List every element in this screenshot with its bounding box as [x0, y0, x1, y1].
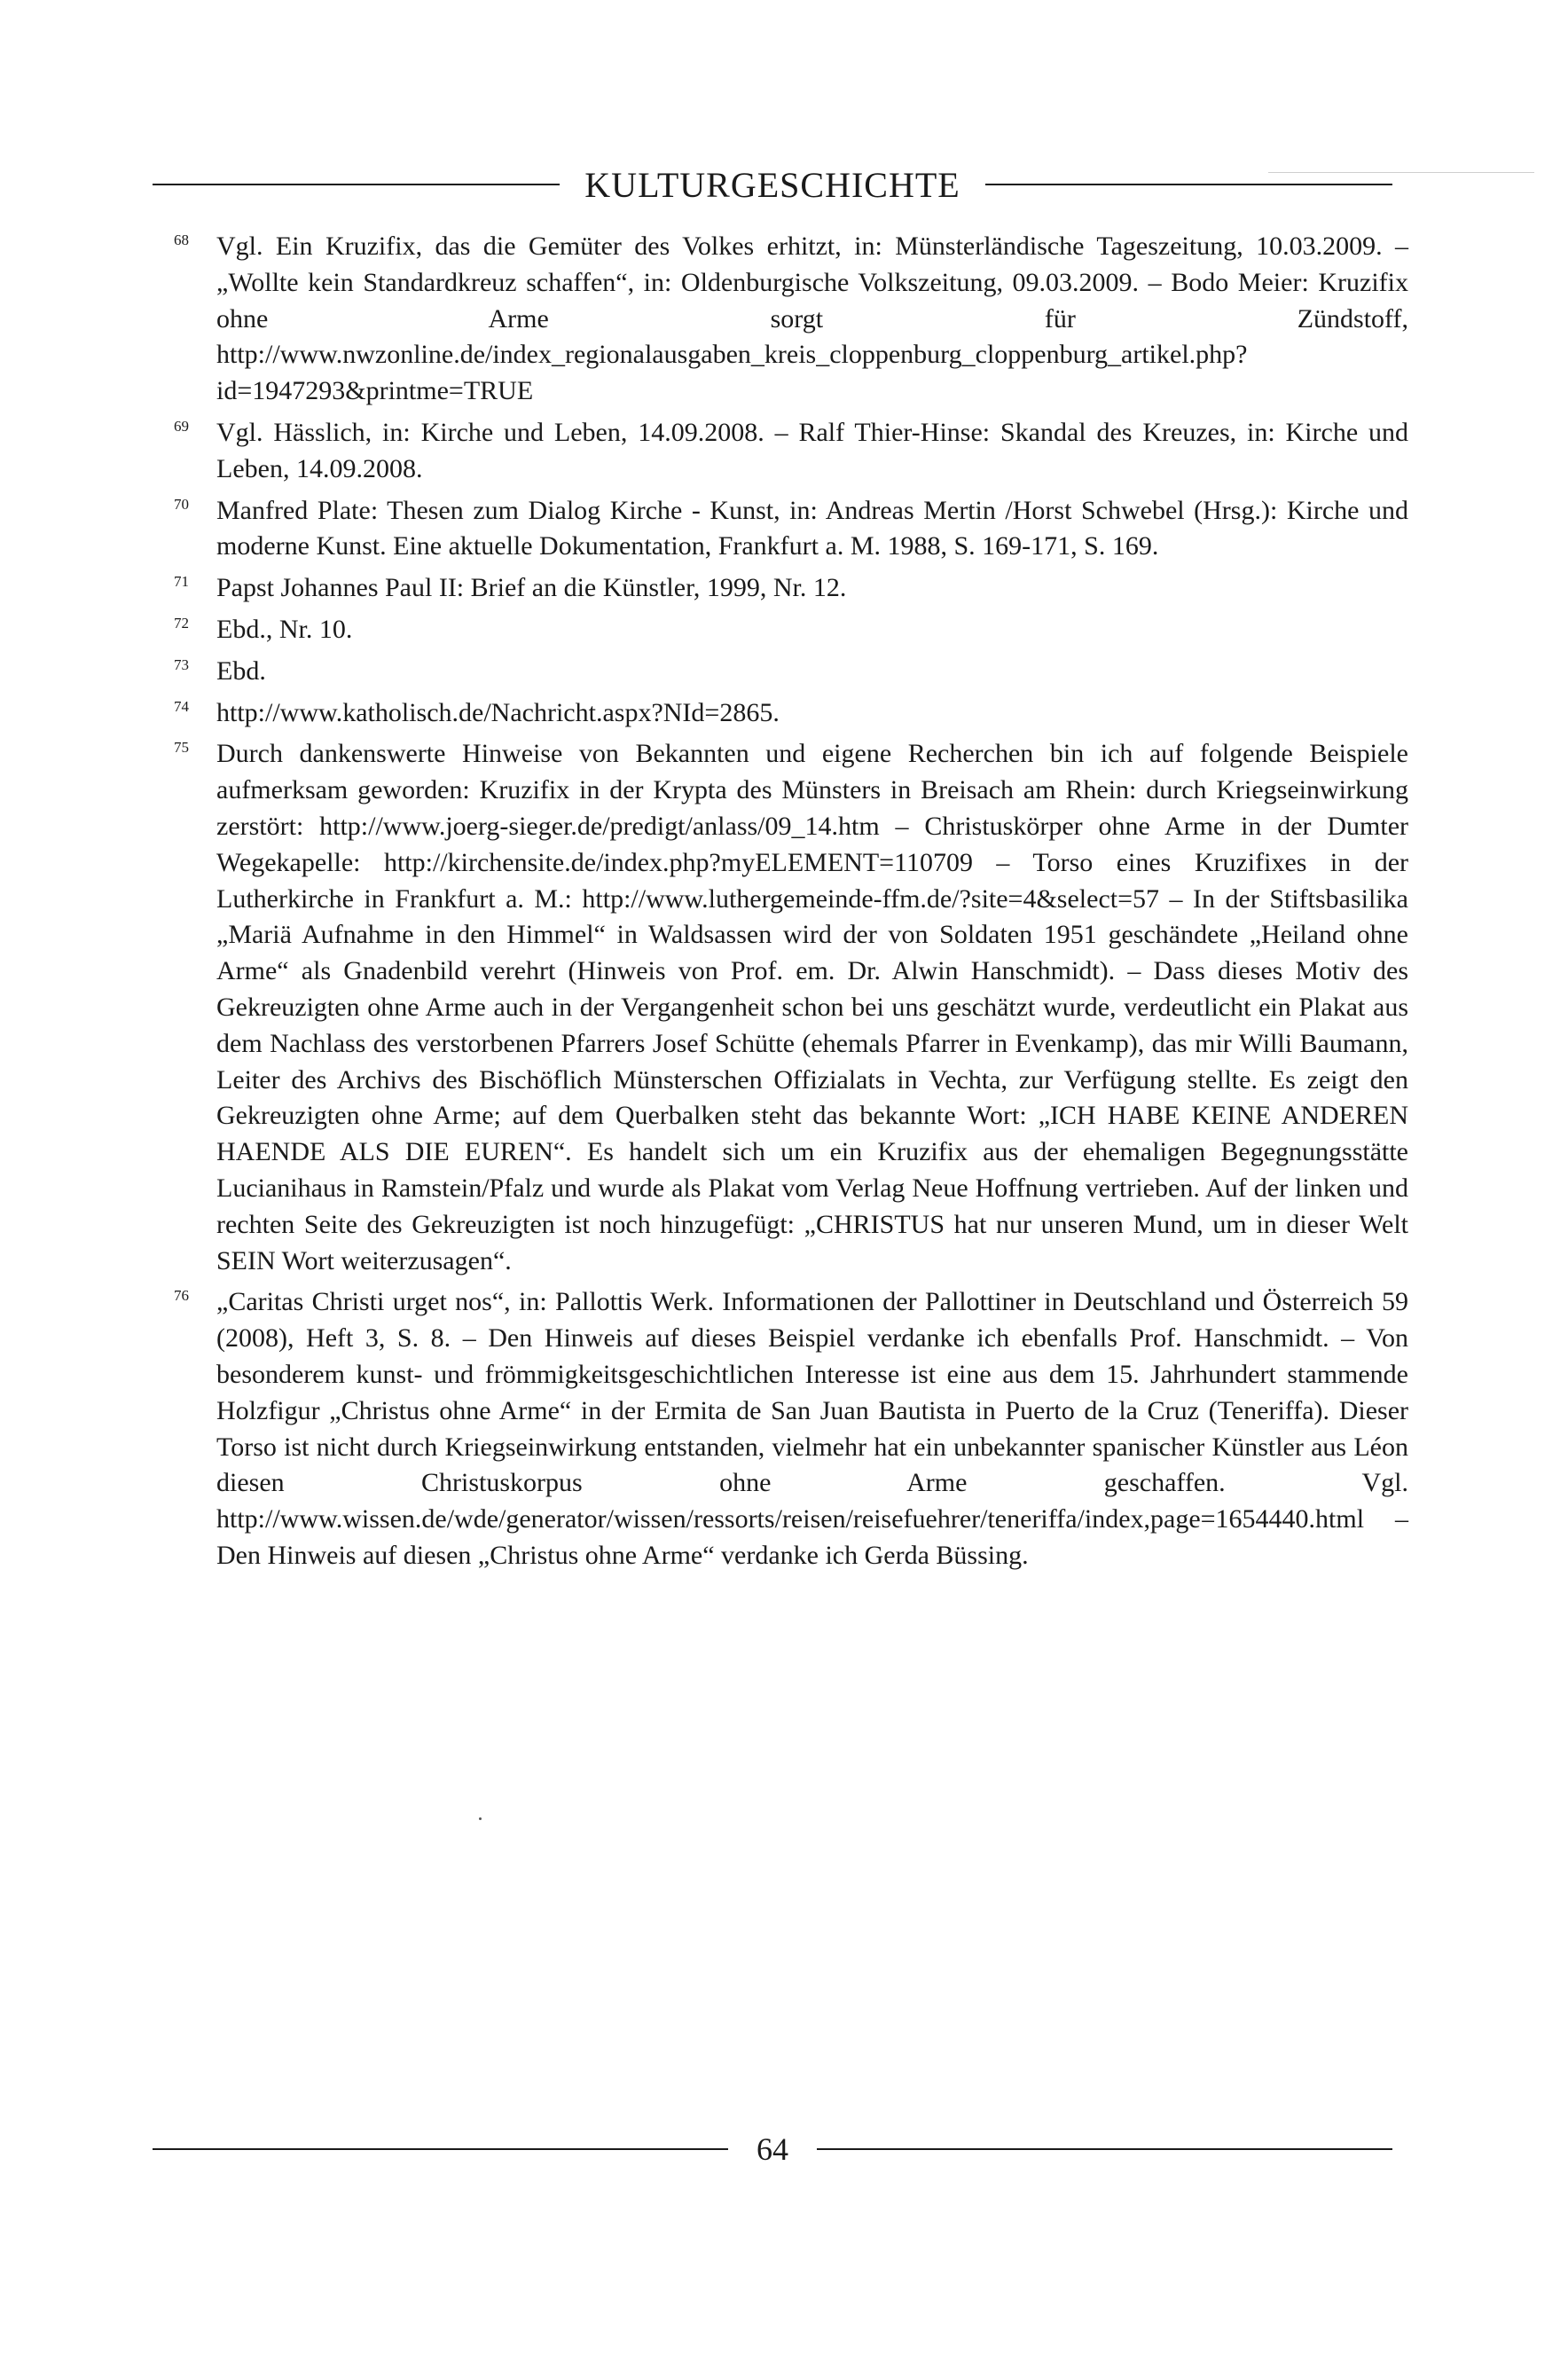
footnote-number: 69 [174, 417, 189, 435]
footnote-text: Manfred Plate: Thesen zum Dialog Kirche - Kunst, in: Andreas Mertin /Horst Schwebel (Hrsg.): Kirche und moderne Kunst. Eine aktuelle Dokumentation, Frankfurt a. M. 1988, S. 169-171, S. 169. [216, 495, 1408, 561]
footnote-76 [174, 1284, 1408, 1573]
header-rule-right [985, 184, 1392, 185]
running-head [153, 158, 1392, 211]
footnote-number: 68 [174, 232, 189, 248]
header-rule-left [153, 184, 560, 185]
page-footer [153, 2127, 1392, 2171]
header-rule-extension [1268, 172, 1534, 173]
page-number: 64 [757, 2131, 788, 2167]
footnote-number: 72 [174, 614, 189, 632]
footnote-list [174, 229, 1408, 1580]
footnote-number: 73 [174, 655, 189, 673]
footnote-number: 76 [174, 1287, 189, 1305]
footnote-text: Vgl. Ein Kruzifix, das die Gemüter des Volkes erhitzt, in: Münsterländische Tageszeitung, 10.03.2009. – „Wollte kein Standardkreuz schaffen“, in: Oldenburgische Volkszeitung, 09.03.2009. – Bodo Meier: Kruzifix ohne Arme sorgt für Zündstoff, http://www.nwzonline.de/index_regionalausgaben_kreis_cloppenburg_cloppenburg_artikel.php?id=1947293&printme=TRUE [216, 232, 1408, 406]
footnote-text: Durch dankenswerte Hinweise von Bekannten und eigene Recherchen bin ich auf folgende Beispiele aufmerksam geworden: Kruzifix in der Krypta des Münsters in Breisach am Rhein: durch Kriegseinwirkung zerstört: http://www.joerg-sieger.de/predigt/anlass/09_14.htm – Christuskörper ohne Arme in der Dumter Wegekapelle: http://kirchensite.de/index.php?myELEMENT=110709 – Torso eines Kruzifixes in der Lutherkirche in Frankfurt a. M.: http://www.luthergemeinde-ffm.de/?site=4&select=57 – In der Stiftsbasilika „Mariä Aufnahme in den Himmel“ in Waldsassen wird der von Soldaten 1951 geschändete „Heiland ohne Arme“ als Gnadenbild verehrt (Hinweis von Prof. em. Dr. Alwin Hanschmidt). – Dass dieses Motiv des Gekreuzigten ohne Arme auch in der Vergangenheit schon bei uns geschätzt wurde, verdeutlicht ein Plakat aus dem Nachlass des verstorbenen Pfarrers Josef Schütte (ehemals Pfarrer in Evenkamp), das mir Willi Baumann, Leiter des Archivs des Bischöflich Münsterschen Offizialats in Vechta, zur Verfügung stellte. Es zeigt den Gekreuzigten ohne Arme; auf dem Querbalken steht das bekannte Wort: „ICH HABE KEINE ANDEREN HAENDE ALS DIE EUREN“. Es handelt sich um ein Kruzifix aus der ehemaligen Begegnungsstätte Lucianihaus in Ramstein/Pfalz und wurde als Plakat vom Verlag Neue Hoffnung vertrieben. Auf der linken und rechten Seite des Gekreuzigten ist noch hinzugefügt: „CHRISTUS hat nur unseren Mund, um in dieser Welt SEIN Wort weiterzusagen“. [216, 739, 1408, 1275]
footnote-75 [174, 736, 1408, 1279]
footnote-number: 75 [174, 739, 189, 757]
footnote-text: Ebd., Nr. 10. [216, 614, 353, 644]
footnote-68 [174, 229, 1408, 410]
footnote-text: Papst Johannes Paul II: Brief an die Künstler, 1999, Nr. 12. [216, 573, 847, 603]
footnote-number: 70 [174, 495, 189, 513]
footer-rule-right [817, 2148, 1392, 2150]
footnote-text: Ebd. [216, 655, 266, 686]
footnote-text: http://www.katholisch.de/Nachricht.aspx?NId=2865. [216, 697, 780, 727]
footnote-73 [174, 654, 1408, 690]
footnote-text: Vgl. Hässlich, in: Kirche und Leben, 14.09.2008. – Ralf Thier-Hinse: Skandal des Kreuzes, in: Kirche und Leben, 14.09.2008. [216, 417, 1408, 483]
footnote-number: 74 [174, 697, 189, 715]
footnote-number: 71 [174, 573, 189, 591]
footer-rule-left [153, 2148, 728, 2150]
footnote-text: „Caritas Christi urget nos“, in: Pallottis Werk. Informationen der Pallottiner in Deutschland und Österreich 59 (2008), Heft 3, S. 8. – Den Hinweis auf dieses Beispiel verdanke ich ebenfalls Prof. Hanschmidt. – Von besonderem kunst- und frömmigkeitsgeschichtlichen Interesse ist eine aus dem 15. Jahrhundert stammende Holzfigur „Christus ohne Arme“ in der Ermita de San Juan Bautista in Puerto de la Cruz (Teneriffa). Dieser Torso ist nicht durch Kriegseinwirkung entstanden, vielmehr hat ein unbekannter spanischer Künstler aus Léon diesen Christuskorpus ohne Arme geschaffen. Vgl. http://www.wissen.de/wde/generator/wissen/ressorts/reisen/reisefuehrer/teneriffa/index,page=1654440.html – Den Hinweis auf diesen „Christus ohne Arme“ verdanke ich Gerda Büssing. [216, 1287, 1408, 1570]
running-head-title: KULTURGESCHICHTE [584, 164, 960, 205]
scan-speck [479, 1817, 482, 1820]
footnote-72 [174, 612, 1408, 648]
footnote-70 [174, 493, 1408, 566]
footnote-74 [174, 695, 1408, 732]
footnote-69 [174, 415, 1408, 488]
footnote-71 [174, 570, 1408, 607]
